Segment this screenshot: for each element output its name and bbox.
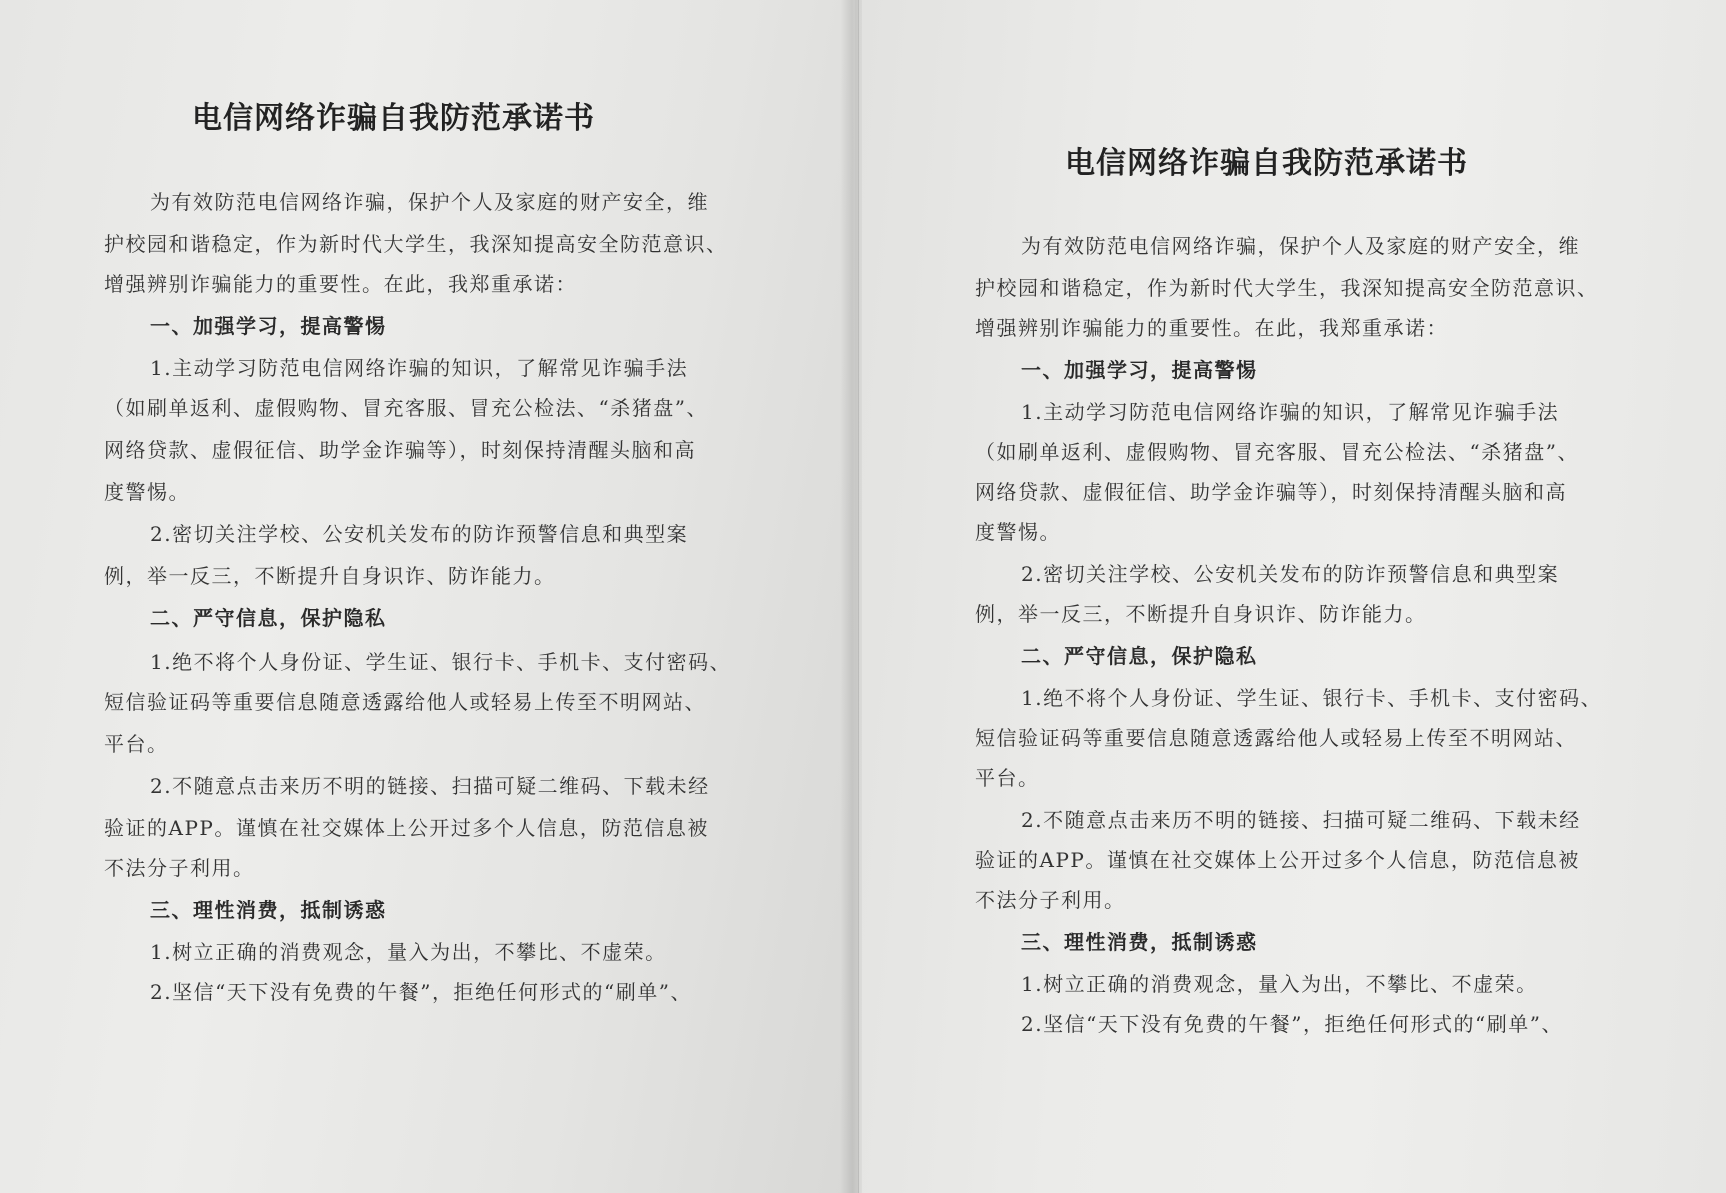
- paragraph-line: （如刷单返利、虚假购物、冒充客服、冒充公检法、“杀猪盘”、: [975, 440, 1579, 464]
- paragraph-line: 网络贷款、虚假征信、助学金诈骗等），时刻保持清醒头脑和高: [975, 480, 1567, 504]
- section-heading: 二、严守信息，保护隐私: [1021, 644, 1258, 668]
- paragraph-line: 1.主动学习防范电信网络诈骗的知识，了解常见诈骗手法: [150, 356, 689, 380]
- paragraph-line: 1.树立正确的消费观念，量入为出，不攀比、不虚荣。: [150, 940, 667, 964]
- paragraph-line: 为有效防范电信网络诈骗，保护个人及家庭的财产安全，维: [1021, 234, 1580, 258]
- paragraph-line: 验证的APP。谨慎在社交媒体上公开过多个人信息，防范信息被: [104, 816, 709, 840]
- paragraph-line: 例，举一反三，不断提升自身识诈、防诈能力。: [975, 602, 1427, 626]
- paragraph-line: 1.主动学习防范电信网络诈骗的知识，了解常见诈骗手法: [1021, 400, 1560, 424]
- paragraph-line: 验证的APP。谨慎在社交媒体上公开过多个人信息，防范信息被: [975, 848, 1580, 872]
- paragraph-line: 2.不随意点击来历不明的链接、扫描可疑二维码、下载未经: [150, 774, 710, 798]
- paragraph-line: 平台。: [104, 732, 169, 756]
- paragraph-line: 2.密切关注学校、公安机关发布的防诈预警信息和典型案: [150, 522, 689, 546]
- section-heading: 三、理性消费，抵制诱惑: [150, 898, 387, 922]
- paragraph-line: 例，举一反三，不断提升自身识诈、防诈能力。: [104, 564, 556, 588]
- paragraph-line: 2.坚信“天下没有免费的午餐”，拒绝任何形式的“刷单”、: [150, 980, 692, 1004]
- paragraph-line: 度警惕。: [975, 520, 1061, 544]
- paragraph-line: 不法分子利用。: [104, 856, 255, 880]
- paragraph-line: 度警惕。: [104, 480, 190, 504]
- page-fold-shadow: [840, 0, 862, 1193]
- paragraph-line: 1.绝不将个人身份证、学生证、银行卡、手机卡、支付密码、: [1021, 686, 1603, 710]
- paragraph-line: 增强辨别诈骗能力的重要性。在此，我郑重承诺：: [104, 272, 577, 296]
- left-page: [0, 0, 855, 1193]
- paragraph-line: 为有效防范电信网络诈骗，保护个人及家庭的财产安全，维: [150, 190, 709, 214]
- paragraph-line: 不法分子利用。: [975, 888, 1126, 912]
- page-title: 电信网络诈骗自我防范承诺书: [192, 101, 595, 136]
- paragraph-line: 增强辨别诈骗能力的重要性。在此，我郑重承诺：: [975, 316, 1448, 340]
- paragraph-line: 短信验证码等重要信息随意透露给他人或轻易上传至不明网站、: [104, 690, 706, 714]
- paragraph-line: 2.坚信“天下没有免费的午餐”，拒绝任何形式的“刷单”、: [1021, 1012, 1563, 1036]
- paragraph-line: （如刷单返利、虚假购物、冒充客服、冒充公检法、“杀猪盘”、: [104, 396, 708, 420]
- page-title: 电信网络诈骗自我防范承诺书: [1065, 146, 1468, 181]
- section-heading: 一、加强学习，提高警惕: [150, 314, 387, 338]
- paragraph-line: 1.绝不将个人身份证、学生证、银行卡、手机卡、支付密码、: [150, 650, 732, 674]
- paragraph-line: 2.不随意点击来历不明的链接、扫描可疑二维码、下载未经: [1021, 808, 1581, 832]
- paragraph-line: 护校园和谐稳定，作为新时代大学生，我深知提高安全防范意识、: [975, 276, 1599, 300]
- section-heading: 一、加强学习，提高警惕: [1021, 358, 1258, 382]
- section-heading: 二、严守信息，保护隐私: [150, 606, 387, 630]
- paragraph-line: 1.树立正确的消费观念，量入为出，不攀比、不虚荣。: [1021, 972, 1538, 996]
- right-page: [858, 0, 1726, 1193]
- paragraph-line: 网络贷款、虚假征信、助学金诈骗等），时刻保持清醒头脑和高: [104, 438, 696, 462]
- paragraph-line: 平台。: [975, 766, 1040, 790]
- paragraph-line: 短信验证码等重要信息随意透露给他人或轻易上传至不明网站、: [975, 726, 1577, 750]
- section-heading: 三、理性消费，抵制诱惑: [1021, 930, 1258, 954]
- paragraph-line: 2.密切关注学校、公安机关发布的防诈预警信息和典型案: [1021, 562, 1560, 586]
- paragraph-line: 护校园和谐稳定，作为新时代大学生，我深知提高安全防范意识、: [104, 232, 728, 256]
